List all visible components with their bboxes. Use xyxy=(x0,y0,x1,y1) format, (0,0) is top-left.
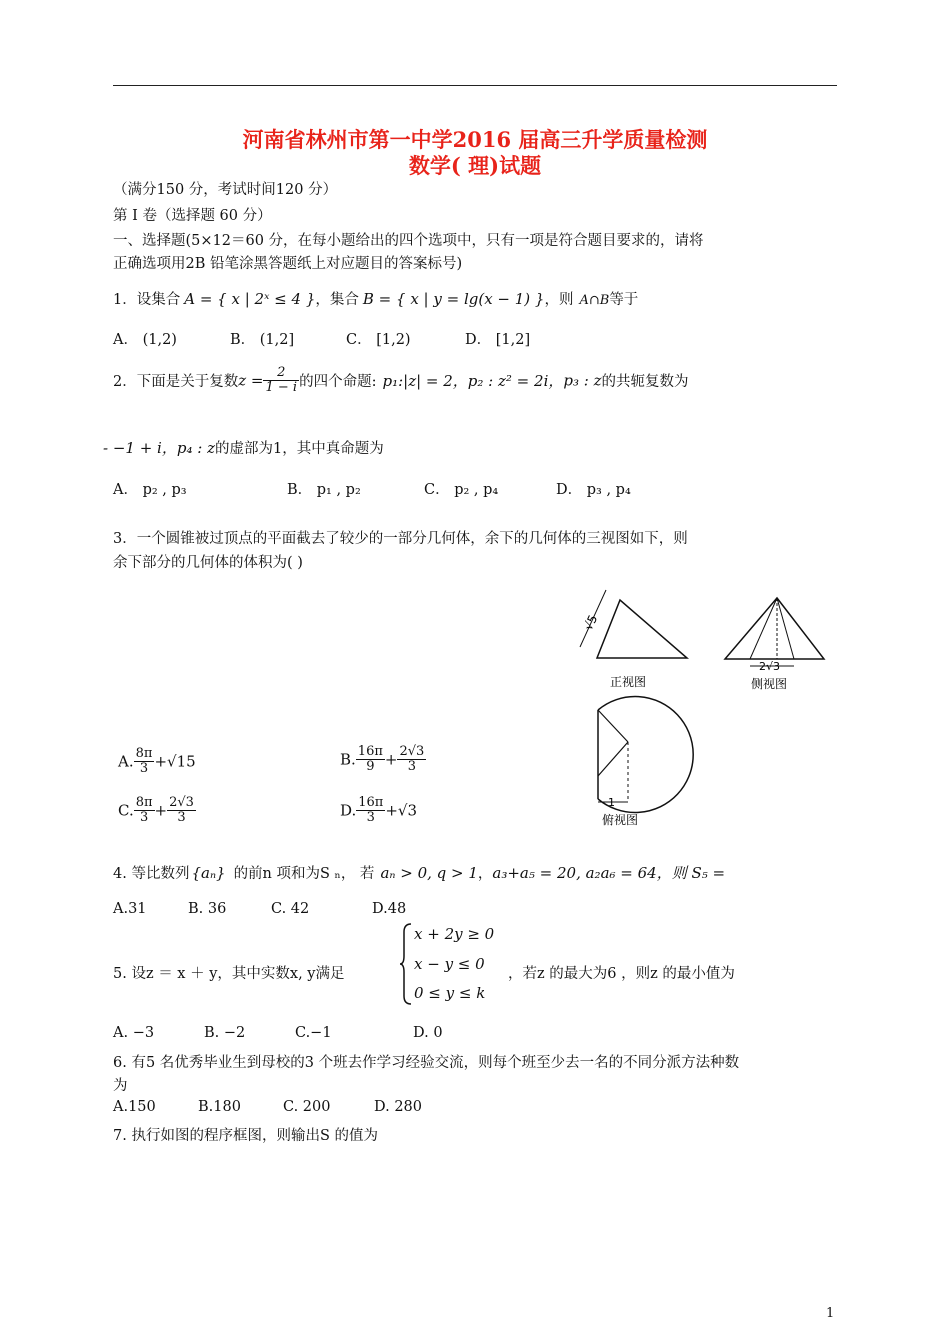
q3-d-frac-num: 16π xyxy=(358,795,384,810)
q1-mid: ，集合 xyxy=(315,292,359,308)
q3-c-frac2-num: 2√3 xyxy=(169,795,194,810)
q3-option-d-frac xyxy=(356,796,385,825)
question-2 xyxy=(113,366,688,395)
q2-p1: p₁:|z| = 2， xyxy=(382,372,468,390)
q3-option-a-rest: +√15 xyxy=(154,752,196,771)
q3-c-frac-den: 3 xyxy=(139,810,149,825)
q5-sys-3: 0 ≤ y ≤ k xyxy=(414,984,486,1002)
q2-z-eq: z = xyxy=(238,371,264,390)
q3-option-a xyxy=(118,747,196,776)
top-view-label: 俯视图 xyxy=(602,813,639,827)
sqrt5-label: √5 xyxy=(581,612,601,633)
page-number: 1 xyxy=(826,1306,835,1321)
q6-line-1: 6. 有5 名优秀毕业生到母校的3 个班去作学习经验交流，则每个班至少去一名的不同分派方法种数 xyxy=(113,1055,740,1071)
q1-expr: A∩B xyxy=(579,293,610,308)
q3-option-a-label: A. xyxy=(118,752,134,771)
q4-option-b: B. 36 xyxy=(188,901,227,917)
q4-comma: ， xyxy=(477,866,493,882)
side-view-triangle xyxy=(725,598,824,659)
q6-option-a: A.150 xyxy=(113,1099,156,1115)
q1-option-d: D． [1,2] xyxy=(465,332,531,348)
section-intro-line-2: 正确选项用2B 铅笔涂黑答题纸上对应题目的答案标号) xyxy=(113,256,463,272)
q5-option-b: B. −2 xyxy=(204,1025,246,1041)
q5-sys-1: x + 2y ≥ 0 xyxy=(414,925,495,943)
q2-option-a: A． p₂ , p₃ xyxy=(113,482,187,498)
q3-b-frac2-den: 3 xyxy=(407,759,417,774)
q6-line-2: 为 xyxy=(113,1078,128,1094)
q4-lead: 4. 等比数列 xyxy=(113,866,190,882)
q1-option-a: A． (1,2) xyxy=(113,332,177,348)
q2-p3: p₃ : z xyxy=(563,371,602,390)
q6-option-c: C. 200 xyxy=(283,1099,331,1115)
q5-tail: ，若z 的最大为6 ，则z 的最小值为 xyxy=(508,966,735,982)
question-1 xyxy=(113,288,638,309)
two-sqrt3-label: 2√3 xyxy=(759,660,781,673)
q2-tail: 的共轭复数为 xyxy=(601,374,689,390)
q1-option-b: B． (1,2] xyxy=(230,332,295,348)
top-view-edge-lower xyxy=(598,742,628,776)
q3-option-c xyxy=(118,796,196,825)
q6-option-d: D. 280 xyxy=(374,1099,423,1115)
top-view-edge-upper xyxy=(598,710,628,742)
q3-option-b-frac xyxy=(356,745,385,774)
q2-fraction xyxy=(263,366,299,395)
question-2-line-2 xyxy=(103,437,384,458)
q3-b-frac-num: 16π xyxy=(357,744,383,759)
q2-option-c: C． p₂ , p₄ xyxy=(424,482,499,498)
q4-tail: ，则 S₅ = xyxy=(656,864,726,882)
q5-system-brace xyxy=(399,922,413,1006)
score-time: （满分150 分，考试时间120 分） xyxy=(113,182,338,198)
three-view-figure xyxy=(570,582,840,832)
q2-option-b: B． p₁ , p₂ xyxy=(287,482,361,498)
q2-line2-lead: - −1 + i， xyxy=(103,439,177,457)
side-view-edge-left xyxy=(750,598,777,659)
q2-option-d: D． p₃ , p₄ xyxy=(556,482,631,498)
q7-line-1: 7. 执行如图的程序框图，则输出S 的值为 xyxy=(113,1128,378,1144)
q2-line2-tail: 的虚部为1，其中真命题为 xyxy=(214,441,384,457)
title-line-1: 河南省林州市第一中学2016 届高三升学质量检测 xyxy=(242,127,708,152)
q5-option-a: A. −3 xyxy=(113,1025,155,1041)
q3-option-d xyxy=(340,796,417,825)
q3-b-frac-den: 9 xyxy=(366,759,375,774)
top-view xyxy=(598,697,693,828)
q1-set-a: A = { x | 2ˣ ≤ 4 } xyxy=(184,290,316,308)
q5-sys-2: x − y ≤ 0 xyxy=(414,955,485,973)
header-rule xyxy=(113,85,837,86)
q2-p4: p₄ : z xyxy=(176,439,215,457)
volume-heading: 第 I 卷（选择题 60 分） xyxy=(113,208,272,224)
q2-lead: 2．下面是关于复数 xyxy=(113,374,239,390)
q4-seq: {aₙ} xyxy=(191,864,226,882)
q2-frac-num: 2 xyxy=(263,366,299,381)
front-view xyxy=(580,590,687,689)
q1-option-c: C． [1,2) xyxy=(346,332,411,348)
q3-a-frac-den: 3 xyxy=(139,761,149,776)
q3-line-2: 余下部分的几何体的体积为( ) xyxy=(113,555,303,571)
side-view-edge-right xyxy=(777,598,794,659)
front-view-triangle xyxy=(597,600,687,658)
q3-option-a-frac xyxy=(134,747,155,776)
q3-c-frac-num: 8π xyxy=(135,795,153,810)
q3-line-1: 3．一个圆锥被过顶点的平面截去了较少的一部分几何体，余下的几何体的三视图如下，则 xyxy=(113,531,688,547)
q4-option-a: A.31 xyxy=(113,901,147,917)
q3-option-b-rest: + xyxy=(384,750,398,769)
front-view-label: 正视图 xyxy=(610,675,647,689)
q4-option-c: C. 42 xyxy=(271,901,310,917)
question-4 xyxy=(113,862,725,883)
q4-mid: 的前n 项和为S ₙ， 若 xyxy=(233,866,375,882)
q4-cond: aₙ > 0, q > 1 xyxy=(380,864,478,882)
q3-a-frac-num: 8π xyxy=(135,746,153,761)
brace-icon xyxy=(399,922,413,1006)
one-label: 1 xyxy=(608,796,615,809)
q1-lead: 1．设集合 xyxy=(113,292,181,308)
q2-p2: p₂ : z² = 2i， xyxy=(467,372,564,390)
q3-option-b-label: B. xyxy=(340,750,356,769)
q3-option-c-frac2 xyxy=(167,796,196,825)
q3-option-b xyxy=(340,745,426,774)
q3-b-frac2-num: 2√3 xyxy=(399,744,425,759)
section-intro-line-1: 一、选择题(5×12＝60 分，在每小题给出的四个选项中，只有一项是符合题目要求的，请将 xyxy=(113,233,704,249)
q4-option-d: D.48 xyxy=(372,901,407,917)
q3-option-b-frac2 xyxy=(397,745,426,774)
q3-option-c-frac xyxy=(134,796,155,825)
q3-c-frac2-den: 3 xyxy=(177,810,186,825)
q1-end: 等于 xyxy=(609,292,639,308)
q3-d-frac-den: 3 xyxy=(366,810,375,825)
q3-option-c-rest: + xyxy=(154,801,168,820)
q2-frac-den: 1 − i xyxy=(265,380,298,395)
side-view xyxy=(725,598,824,691)
q1-set-b: B = { x | y = lg(x − 1) } xyxy=(362,290,545,308)
q6-option-b: B.180 xyxy=(198,1099,241,1115)
q5-option-c: C.−1 xyxy=(295,1025,332,1041)
q3-option-c-label: C. xyxy=(118,801,134,820)
side-view-label: 侧视图 xyxy=(751,677,788,691)
q5-option-d: D. 0 xyxy=(413,1025,443,1041)
q2-mid: 的四个命题: xyxy=(299,374,377,390)
q3-option-d-label: D. xyxy=(340,801,357,820)
q1-tail: ，则 xyxy=(544,292,574,308)
title-line-2: 数学( 理)试题 xyxy=(408,153,542,178)
q3-option-d-rest: +√3 xyxy=(385,801,418,820)
q5-lead: 5. 设z ＝ x ＋ y，其中实数x, y满足 xyxy=(113,966,345,982)
q4-cond2: a₃+a₅ = 20, a₂a₆ = 64 xyxy=(492,864,657,882)
